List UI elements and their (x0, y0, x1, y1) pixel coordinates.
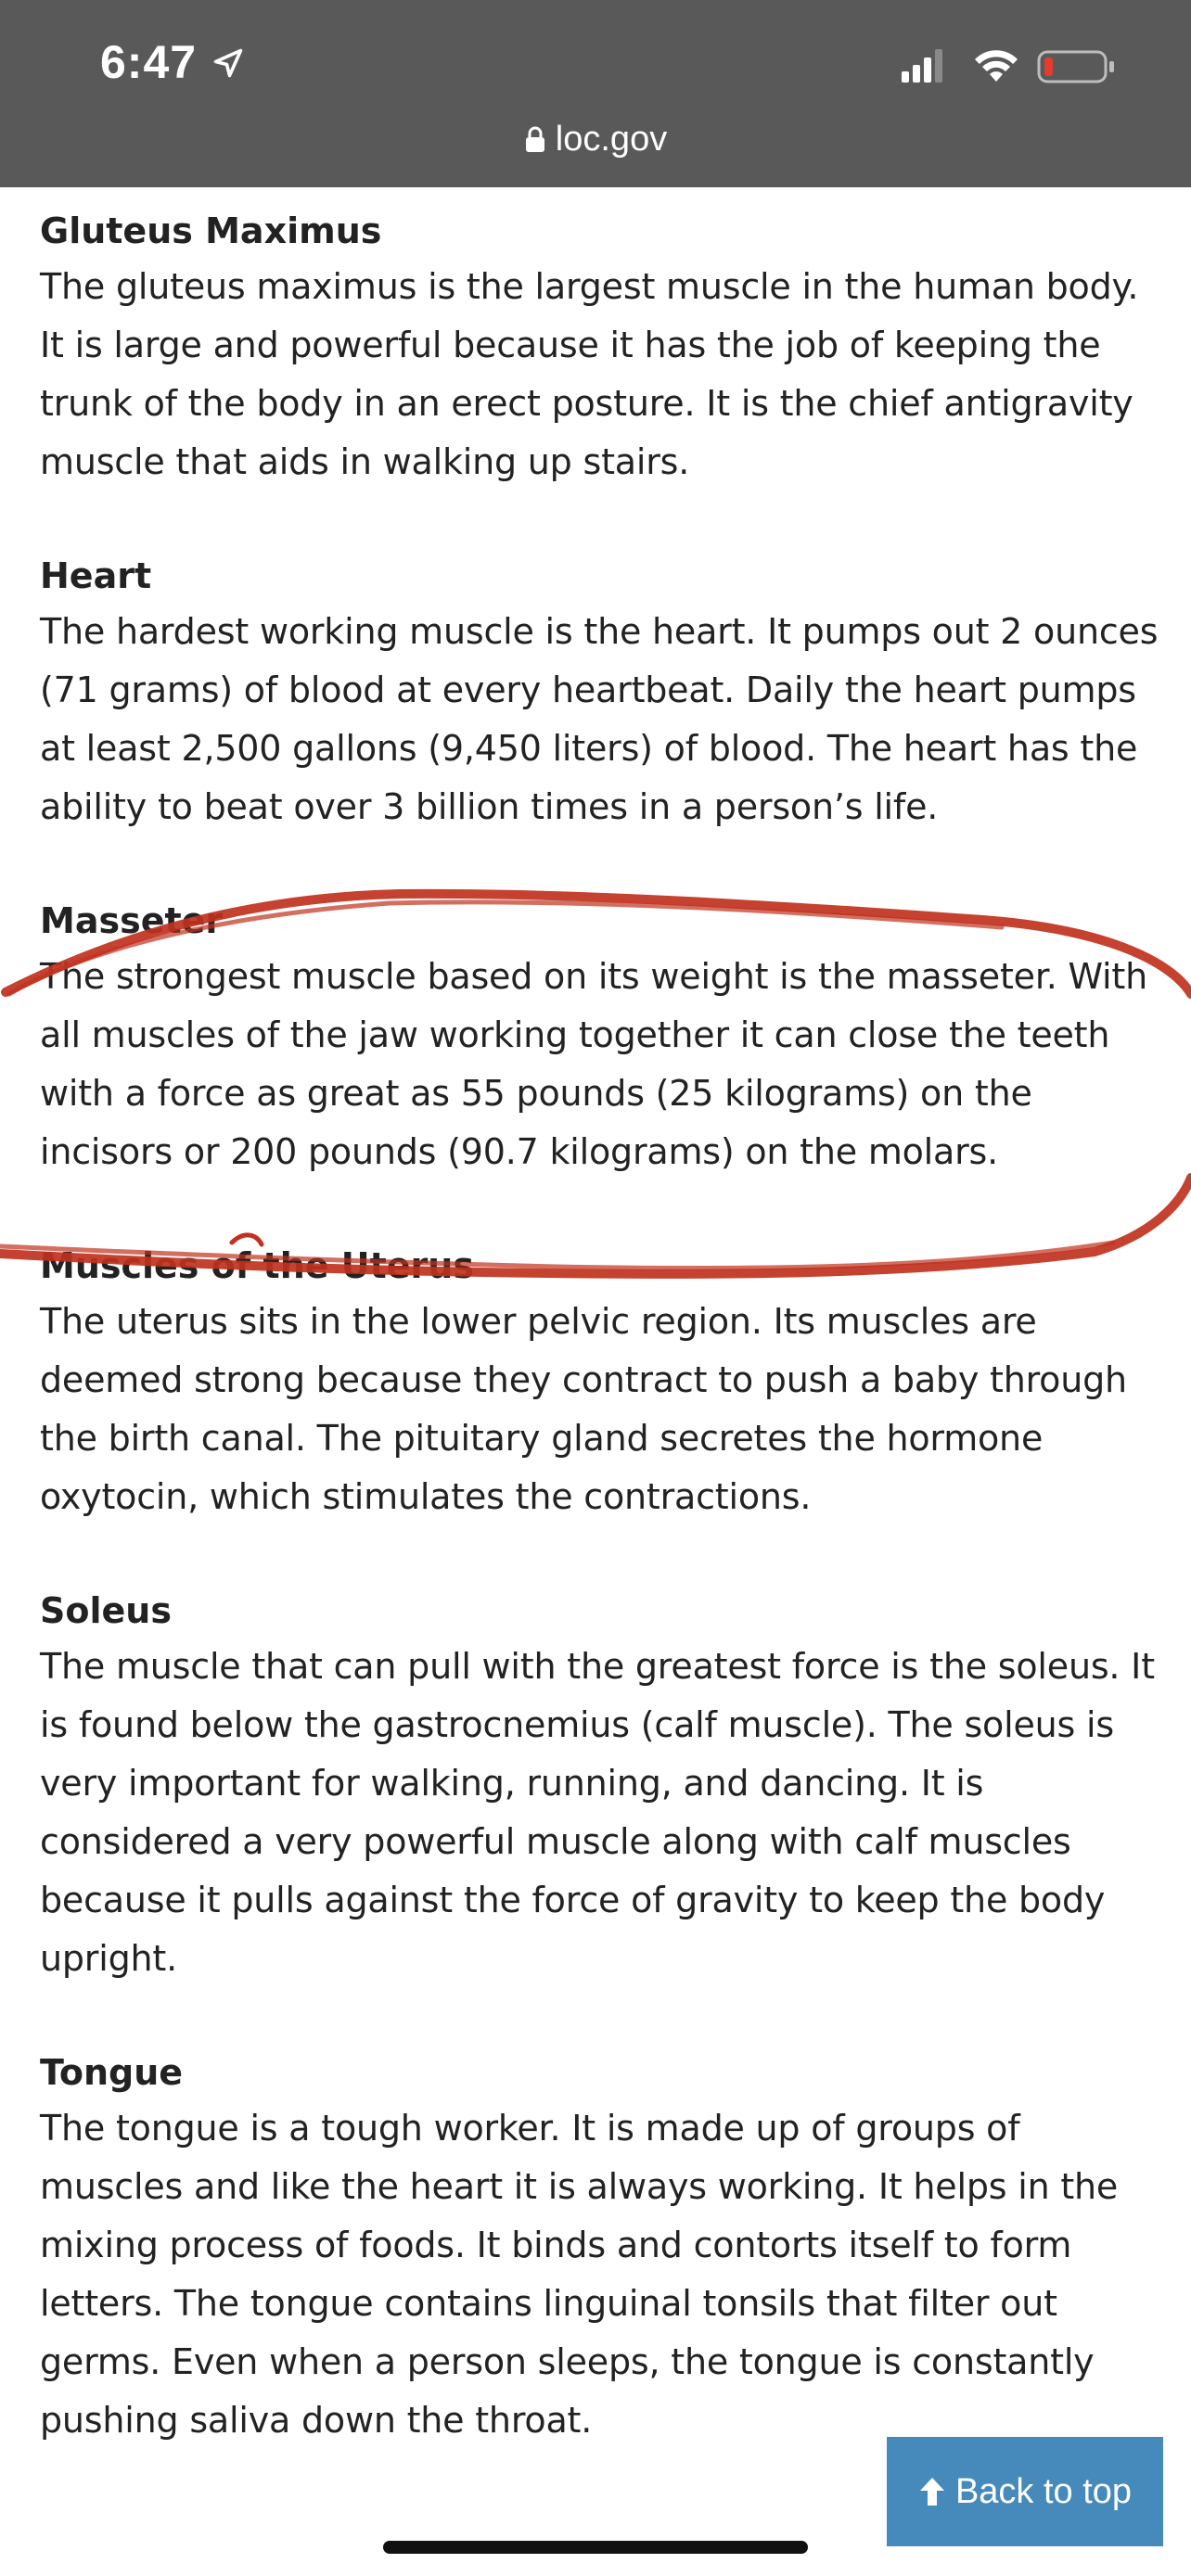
back-to-top-label: Back to top (954, 2471, 1133, 2511)
section-body: The muscle that can pull with the greatest force is the soleus. It is found below the gastrocnemius (calf muscle). The soleus is very important for walking, running, and dancing. It is considered a very powerful muscle along with calf muscles because it pulls against the force of gravity to keep the body upright. (40, 1646, 1155, 1979)
section-soleus (40, 1584, 1162, 1988)
section-body: The strongest muscle based on its weight is the masseter. With all muscles of the jaw working together it can close the teeth with a force as great as 55 pounds (25 kilograms) on the incisors or 200 pounds (90.7 kilograms) on the molars. (40, 956, 1147, 1172)
section-heart (40, 549, 1162, 836)
back-to-top-button[interactable] (887, 2437, 1163, 2546)
section-body: The uterus sits in the lower pelvic region. Its muscles are deemed strong because they contract to push a baby through the birth canal. The pituitary gland secretes the hormone oxytocin, which stimulates the contractions. (40, 1301, 1127, 1517)
section-title: Muscles of the Uterus (40, 1245, 474, 1286)
section-title: Gluteus Maximus (40, 210, 382, 251)
article-content (40, 204, 1162, 2507)
section-title: Heart (40, 555, 152, 596)
section-body: The hardest working muscle is the heart. It pumps out 2 ounces (71 grams) of blood at every heartbeat. Daily the heart pumps at least 2,500 gallons (9,450 liters) of blood. The heart has the ability to beat over 3 billion times in a person’s life. (40, 611, 1159, 827)
section-body: The tongue is a tough worker. It is made up of groups of muscles and like the heart it is always working. It helps in the mixing process of foods. It binds and contorts itself to form letters. The tongue contains linguinal tonsils that filter out germs. Even when a person sleeps, the tongue is constantly pushing saliva down the throat. (40, 2108, 1119, 2441)
section-title: Masseter (40, 900, 224, 941)
section-gluteus-maximus (40, 204, 1162, 491)
section-uterus (40, 1239, 1162, 1526)
cellular-signal-icon (902, 49, 944, 83)
section-masseter (40, 894, 1162, 1181)
wifi-icon (972, 46, 1020, 83)
section-body: The gluteus maximus is the largest muscle in the human body. It is large and powerful because it has the job of keeping the trunk of the body in an erect posture. It is the chief antigravity muscle that aids in walking up stairs. (40, 266, 1139, 482)
home-indicator[interactable] (383, 2541, 808, 2554)
lock-icon (524, 125, 546, 153)
battery-low-icon (1037, 48, 1117, 85)
location-arrow-icon (211, 46, 245, 80)
url-text: loc.gov (555, 119, 668, 159)
section-tongue (40, 2046, 1162, 2450)
browser-top-bar (0, 0, 1191, 187)
section-title: Tongue (40, 2052, 184, 2093)
address-bar[interactable] (0, 113, 1191, 165)
section-title: Soleus (40, 1590, 172, 1631)
up-arrow-icon (918, 2476, 946, 2507)
status-time: 6:47 (100, 36, 198, 88)
